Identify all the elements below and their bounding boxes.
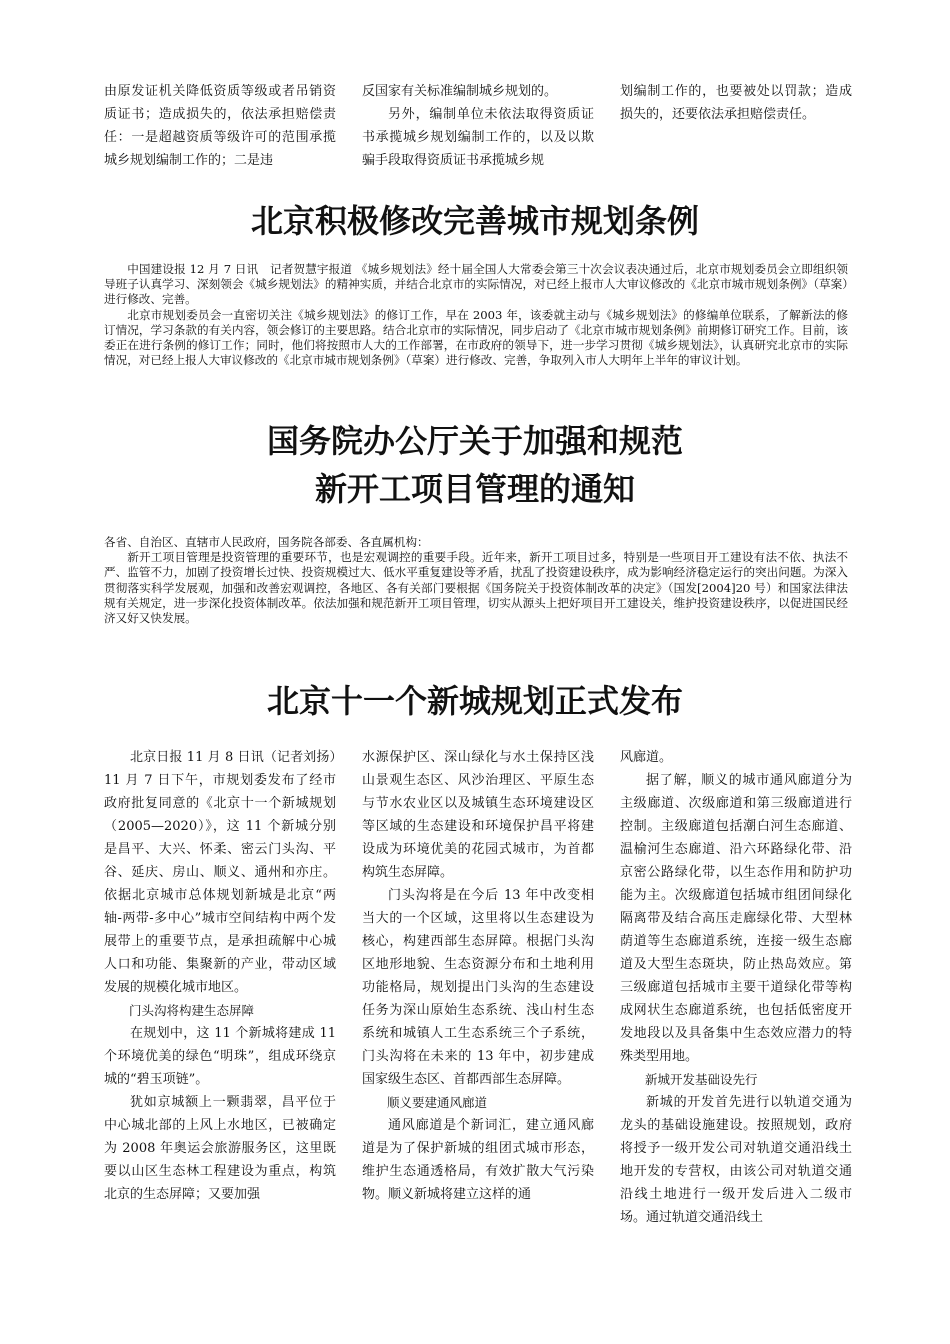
article3-col1-para2: 在规划中，这 11 个新城将建成 11 个环境优美的绿色“明珠”，组成环绕京城的“碧玉项链”。 bbox=[104, 1026, 336, 1087]
article2-salutation: 各省、自治区、直辖市人民政府，国务院各部委、各直属机构： bbox=[104, 535, 429, 549]
top-col2-para2: 另外，编制单位未依法取得资质证书承揽城乡规划编制工作的，以及以欺骗手段取得资质证书承揽城乡规 bbox=[362, 107, 594, 168]
article3-columns bbox=[104, 746, 852, 1229]
top-column-3 bbox=[620, 80, 852, 172]
top-column-1 bbox=[104, 80, 336, 172]
article1-title: 北京积极修改完善城市规划条例 bbox=[250, 202, 699, 240]
top-column-2 bbox=[362, 80, 594, 172]
article3-subheading-infrastructure: 新城开发基础设先行 bbox=[645, 1072, 758, 1087]
article3-col2-para3: 通风廊道是个新词汇，建立通风廊道是为了保护新城的组团式城市形态，维护生态通透格局，有效扩散大气污染物。顺义新城将建立这样的通 bbox=[362, 1118, 594, 1202]
article2-title-line1: 国务院办公厅关于加强和规范 bbox=[266, 422, 683, 460]
article3-title: 北京十一个新城规划正式发布 bbox=[266, 682, 683, 720]
article3-col2-para2: 门头沟将是在今后 13 年中改变相当大的一个区域，这里将以生态建设为核心，构建西部生态屏障。根据门头沟区地形地貌、生态资源分布和土地利用功能格局，规划提出门头沟的生态建设任务为深山原始生态系统、浅山村生态系统和城镇人工生态系统三个子系统，门头沟将在未来的 13 年中，初步建成国家级生态区、首都西部生态屏障。 bbox=[362, 888, 594, 1087]
article3-col1-para3: 犹如京城额上一颗翡翠，昌平位于中心城北部的上风上水地区，已被确定为 2008 年奥运会旅游服务区，这里既要以山区生态林工程建设为重点，构筑北京的生态屏障；又要加强 bbox=[104, 1095, 336, 1202]
top-continuation-columns bbox=[104, 80, 852, 172]
top-col3-text: 划编制工作的，也要被处以罚款；造成损失的，还要依法承担赔偿责任。 bbox=[620, 84, 852, 122]
article3-col3-para2: 据了解，顺义的城市通风廊道分为主级廊道、次级廊道和第三级廊道进行控制。主级廊道包括潮白河生态廊道、温榆河生态廊道、沿六环路绿化带、沿京密公路绿化带，以生态作用和防护功能为主。次级廊道包括城市组团间绿化隔离带及结合高压走廊绿化带、大型林荫道等生态廊道系统，连接一级生态廊道及大型生态斑块，防止热岛效应。第三级廊道包括城市主要干道绿化带等构成网状生态廊道系统，也包括低密度开发地段以及具备集中生态效应潜力的特殊类型用地。 bbox=[620, 773, 852, 1064]
article1-para1: 中国建设报 12 月 7 日讯 记者贺慧宇报道 《城乡规划法》经十届全国人大常委会第三十次会议表决通过后，北京市规划委员会立即组织领导班子认真学习、深刻领会《城乡规划法》的精神实质，并结合北京市的实际情况，对已经上报市人大审议修改的《北京市城市规划条例》（草案）进行修改、完善。 bbox=[104, 262, 848, 307]
top-col1-text: 由原发证机关降低资质等级或者吊销资质证书；造成损失的，依法承担赔偿责任：一是超越资质等级许可的范围承揽城乡规划编制工作的；二是违 bbox=[104, 84, 336, 168]
article3-col3-para1: 风廊道。 bbox=[620, 750, 673, 765]
top-col2-para1: 反国家有关标准编制城乡规划的。 bbox=[362, 84, 558, 99]
article2-body bbox=[104, 535, 848, 626]
article1-body bbox=[104, 262, 848, 368]
article1-para2: 北京市规划委员会一直密切关注《城乡规划法》的修订工作，早在 2003 年，该委就主动与《城乡规划法》的修编单位联系，了解新法的修订情况，学习条款的有关内容，领会修订的主要思路。结合北京市的实际情况，同步启动了《北京市城市规划条例》前期修订研究工作。目前，该委正在进行条例的修订工作；同时，他们将按照市人大的工作部署，在市政府的领导下，进一步学习贯彻《城乡规划法》，认真研究北京市的实际情况，对已经上报人大审议修改的《北京市城市规划条例》（草案）进行修改、完善，争取列入市人大明年上半年的审议计划。 bbox=[104, 307, 848, 368]
article3-col2-para1: 水源保护区、深山绿化与水土保持区浅山景观生态区、风沙治理区、平原生态与节水农业区以及城镇生态环境建设区等区域的生态建设和环境保护昌平将建设成为环境优美的花园式城市，为首都构筑生态屏障。 bbox=[362, 750, 594, 880]
article3-col3-para3: 新城的开发首先进行以轨道交通为龙头的基础设施建设。按照规划，政府将授予一级开发公司对轨道交通沿线土地开发的专营权，由该公司对轨道交通沿线土地进行一级开发后进入二级市场。通过轨道交通沿线土 bbox=[620, 1095, 852, 1225]
article3-subheading-shunyi: 顺义要建通风廊道 bbox=[387, 1095, 488, 1110]
article3-col1-para1: 北京日报 11 月 8 日讯（记者刘扬）11 月 7 日下午，市规划委发布了经市政府批复同意的《北京十一个新城规划（2005—2020）》，这 11 个新城分别是昌平、大兴、怀柔、密云门头沟、平谷、延庆、房山、顺义、通州和亦庄。依据北京城市总体规划新城是北京“两轴-两带-多中心”城市空间结构中两个发展带上的重要节点，是承担疏解中心城人口和功能、集聚新的产业，带动区域发展的规模化城市地区。 bbox=[104, 750, 336, 995]
article2-para1: 新开工项目管理是投资管理的重要环节，也是宏观调控的重要手段。近年来，新开工项目过多，特别是一些项目开工建设有法不依、执法不严、监管不力，加剧了投资增长过快、投资规模过大、低水平重复建设等矛盾，扰乱了投资建设秩序，成为影响经济稳定运行的突出问题。为深入贯彻落实科学发展观，加强和改善宏观调控，各地区、各有关部门要根据《国务院关于投资体制改革的决定》（国发[2004]20 号）和国家法律法规有关规定，进一步深化投资体制改革。依法加强和规范新开工项目管理，切实从源头上把好项目开工建设关，维护投资建设秩序，以促进国民经济又好又快发展。 bbox=[104, 550, 848, 626]
article3-column-1 bbox=[104, 746, 336, 1229]
article3-column-3 bbox=[620, 746, 852, 1229]
article3-subheading-mentougou: 门头沟将构建生态屏障 bbox=[129, 1003, 255, 1018]
article2-title-line2: 新开工项目管理的通知 bbox=[314, 470, 635, 508]
article3-column-2 bbox=[362, 746, 594, 1229]
